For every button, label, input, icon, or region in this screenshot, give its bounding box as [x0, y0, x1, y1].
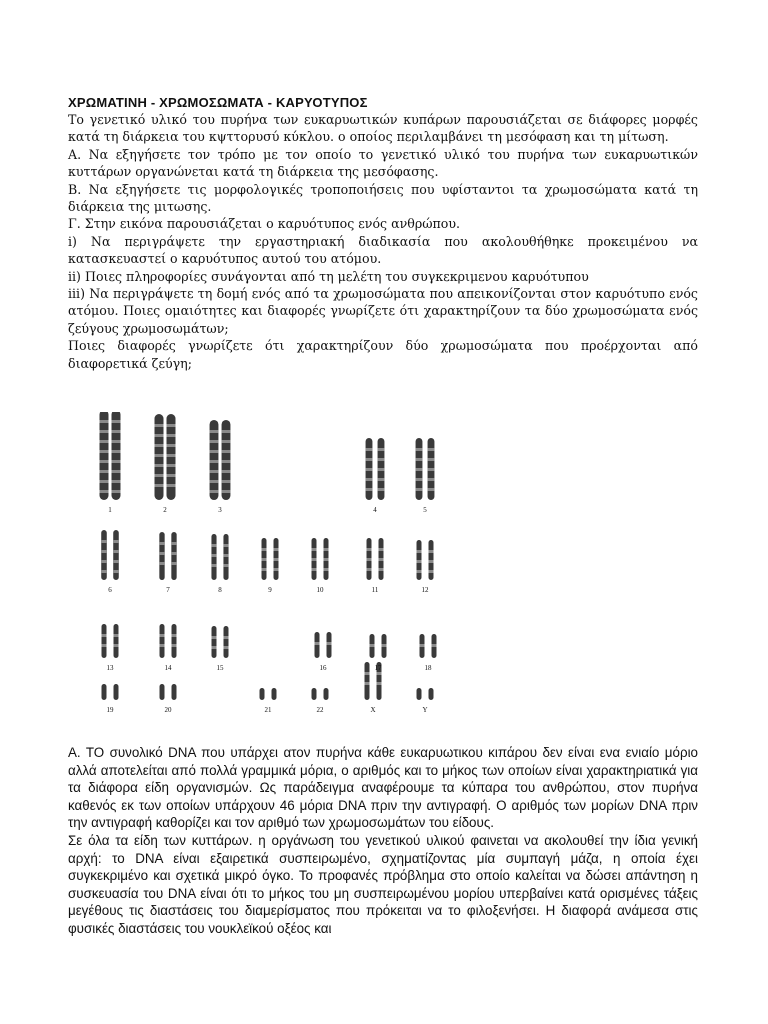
chromosome-band — [416, 458, 423, 461]
question-section — [68, 94, 698, 372]
karyotype-label: Y — [422, 706, 428, 714]
karyotype-label: 17 — [374, 664, 382, 672]
chromosome-band — [223, 554, 228, 557]
chromosome — [102, 624, 107, 658]
chromosome-band — [416, 478, 423, 481]
karyotype-label: 11 — [371, 586, 379, 594]
chromosome-pair-Y — [417, 688, 434, 700]
karyotype-label: 20 — [164, 706, 172, 714]
chromosome-band — [102, 634, 107, 637]
chromosome — [159, 532, 164, 580]
karyotype-label: 14 — [164, 664, 172, 672]
chromosome-pair-16 — [315, 632, 332, 658]
chromosome-band — [222, 430, 231, 433]
chromosome-band — [160, 634, 165, 637]
chromosome-band — [167, 484, 176, 487]
chromosome-pair-5 — [416, 438, 435, 500]
karyotype-label: 9 — [268, 586, 272, 594]
answer-section — [68, 744, 698, 938]
chromosome — [212, 626, 217, 658]
karyotype-label: 1 — [108, 506, 112, 514]
chromosome-band — [100, 470, 109, 473]
chromosome — [417, 688, 422, 700]
chromosome-band — [370, 644, 375, 647]
chromosome-pair-10 — [312, 538, 329, 580]
chromosome-band — [366, 448, 373, 451]
chromosome-band — [224, 636, 229, 639]
chromosome-band — [211, 544, 216, 547]
chromosome-band — [112, 460, 121, 463]
chromosome-band — [155, 434, 164, 437]
chromosome-band — [212, 636, 217, 639]
chromosome-band — [100, 450, 109, 453]
chromosome-band — [211, 554, 216, 557]
question-c-i: i) Να περιγράψετε την εργαστηριακή διαδικασία που ακολουθήθηκε προκειμένου να κατασκευαστεί ο καρυότυπος αυτού του ατόμου. — [68, 233, 698, 267]
chromosome-band — [112, 430, 121, 433]
chromosome-band — [210, 450, 219, 453]
karyotype-label: 3 — [218, 506, 222, 514]
karyotype-label: 21 — [264, 706, 272, 714]
chromosome — [160, 684, 165, 700]
chromosome-pair-18 — [420, 634, 437, 658]
question-b: Β. Να εξηγήσετε τις μορφολογικές τροποποιήσεις που υφίσταντοι τα χρωμοσώματα κατά τη διάρκεια της μιτωσης. — [68, 181, 698, 215]
chromosome-band — [416, 468, 423, 471]
karyotype-label: 10 — [316, 586, 324, 594]
chromosome-band — [100, 430, 109, 433]
chromosome-pair-9 — [262, 538, 279, 580]
page-title: ΧΡΩΜΑΤΙΝΗ - ΧΡΩΜΟΣΩΜΑΤΑ - ΚΑΡΥΟΤΥΠΟΣ — [68, 95, 368, 110]
chromosome-band — [113, 540, 119, 543]
chromosome-band — [262, 558, 267, 561]
chromosome-band — [172, 644, 177, 647]
karyotype-label: 22 — [316, 706, 324, 714]
chromosome-band — [155, 444, 164, 447]
chromosome-pair-15 — [212, 626, 229, 658]
karyotype-figure — [80, 412, 450, 742]
chromosome-band — [379, 548, 384, 551]
chromosome-pair-6 — [101, 530, 119, 580]
question-c-iii: iii) Να περιγράψετε τη δομή ενός από τα χρωμοσώματα που απεικονίζονται στον καρυότυπο ενός ατόμου. Ποιες ομαιότητες και διαφορές γνωρίζετε ότι χαρακτηρίζουν τα δύο χρωμοσώματα ενός ζεύγους χρωμοσωμάτων; — [68, 286, 698, 336]
chromosome — [260, 688, 265, 700]
chromosome-band — [312, 568, 317, 571]
chromosome-band — [159, 552, 164, 555]
chromosome-band — [210, 440, 219, 443]
chromosome-pair-7 — [159, 532, 176, 580]
chromosome-band — [262, 548, 267, 551]
chromosome-band — [428, 468, 435, 471]
chromosome-band — [222, 460, 231, 463]
chromosome-band — [210, 470, 219, 473]
chromosome-band — [210, 490, 219, 493]
chromosome — [112, 412, 121, 500]
answer-a-paragraph: Α. ΤΟ συνολικό DNA που υπάρχει ατον πυρήνα κάθε ευκαρυωτικου κιπάρου δεν είναι ενα ενιαίο μόριο αλλά αποτελείται από πολλά γραμμικά μόρια, ο αριθμός και το μήκος των οποίων είναι χαρακτηριατικά για τα διάφορα είδη οργανισμών. Ως παράδειγμα αναφέρουμε τα κύπαρα του ανθρώπου, στον πυρήνα καθενός εκ των οποίων υπάρχουν 46 μόρια DNA πριν την αντιγραφή. Ο αριθμός των μορίων DNA πριν την αντιγραφή καθορίζει και τον αριθμό των χρωμοσωμάτων του είδους. — [68, 745, 698, 831]
chromosome-pair-11 — [367, 538, 384, 580]
chromosome-band — [167, 424, 176, 427]
chromosome-band — [171, 552, 176, 555]
answer-b-paragraph: Σε όλα τα είδη των κυττάρων. η οργάνωση του γενετικού υλικού φαινεται να ακολουθεί την ίδια γενική αρχή: το DNA είναι εξαιρετικά συσπειρωμένο, σχηματίζοντας μία συμπαγή μάζα, η οποία έχει συγκεκριμένο και σχετικά μικρό όγκο. Το προφανές πρόβλημα στο οποίο καλείται να δώσει απάντηση η συσκευασία του DNA είναι ότι το μήκος του μη συσπειρωμένου μορίου υπερβαίνει κατά ορισμένες τάξεις μεγέθους τις διαστάσεις του διαμερίσματος που πρόκειται να το φιλοξενήσει. Η διαφορά ανάμεσα στις φυσικές διαστάσεις του νουκλεϊκού οξέος και — [68, 832, 698, 936]
chromosome-band — [428, 478, 435, 481]
chromosome-band — [101, 550, 107, 553]
chromosome-band — [172, 634, 177, 637]
chromosome-band — [155, 464, 164, 467]
karyotype-label: 13 — [106, 664, 114, 672]
chromosome-band — [159, 562, 164, 565]
chromosome-band — [378, 488, 385, 491]
chromosome-pair-2 — [155, 414, 176, 500]
chromosome-band — [312, 558, 317, 561]
question-c-ii: ii) Ποιες πληροφορίες συνάγονται από τη μελέτη του συγκεκριμενου καρυότυπου — [68, 268, 589, 284]
chromosome-band — [274, 568, 279, 571]
chromosome-band — [327, 642, 332, 645]
chromosome-band — [420, 644, 425, 647]
chromosome-pair-13 — [102, 624, 119, 658]
chromosome-band — [223, 544, 228, 547]
chromosome-band — [100, 420, 109, 423]
chromosome-band — [113, 570, 119, 573]
chromosome-band — [222, 470, 231, 473]
question-a: Α. Να εξηγήσετε τον τρόπο με τον οποίο το γενετικό υλικό του πυρήνα των ευκαρυωτικών κυττάρων οργανώνεται κατά τη διάρκεια της μεσόφασης. — [68, 146, 698, 180]
chromosome-band — [100, 460, 109, 463]
chromosome-band — [429, 560, 434, 563]
chromosome-band — [101, 540, 107, 543]
chromosome-pair-21 — [260, 688, 277, 700]
chromosome — [429, 688, 434, 700]
chromosome-band — [210, 460, 219, 463]
chromosome-band — [379, 558, 384, 561]
chromosome-band — [100, 480, 109, 483]
chromosome — [172, 684, 177, 700]
chromosome-band — [365, 682, 370, 685]
chromosome-band — [367, 568, 372, 571]
chromosome-band — [416, 448, 423, 451]
karyotype-label: 18 — [424, 664, 432, 672]
chromosome-band — [167, 464, 176, 467]
chromosome-band — [212, 646, 217, 649]
chromosome-pair-14 — [160, 624, 177, 658]
chromosome-band — [210, 480, 219, 483]
chromosome-band — [155, 424, 164, 427]
chromosome-band — [428, 458, 435, 461]
chromosome-band — [222, 440, 231, 443]
chromosome-band — [429, 570, 434, 573]
chromosome-band — [222, 450, 231, 453]
chromosome — [100, 412, 109, 500]
question-c: Γ. Στην εικόνα παρουσιάζεται ο καρυότυπος ενός ανθρώπου. — [68, 216, 461, 232]
chromosome — [171, 532, 176, 580]
chromosome-band — [114, 634, 119, 637]
chromosome-band — [378, 458, 385, 461]
chromosome-band — [211, 564, 216, 567]
chromosome-band — [312, 548, 317, 551]
chromosome-band — [160, 644, 165, 647]
chromosome — [160, 624, 165, 658]
chromosome-band — [112, 450, 121, 453]
question-c-iv: Ποιες διαφορές γνωρίζετε ότι χαρακτηρίζουν δύο χρωμοσώματα που προέρχονται από διαφορετικά ζεύγη; — [68, 338, 698, 371]
chromosome-band — [102, 644, 107, 647]
chromosome-band — [324, 568, 329, 571]
chromosome-band — [378, 448, 385, 451]
chromosome-pair-3 — [210, 420, 231, 500]
chromosome-band — [428, 488, 435, 491]
chromosome — [224, 626, 229, 658]
chromosome-band — [112, 440, 121, 443]
chromosome — [102, 684, 107, 700]
chromosome-band — [416, 488, 423, 491]
karyotype-label: X — [370, 706, 376, 714]
chromosome-band — [167, 454, 176, 457]
chromosome-band — [378, 468, 385, 471]
chromosome-band — [428, 448, 435, 451]
chromosome-band — [324, 548, 329, 551]
chromosome-band — [432, 644, 437, 647]
karyotype-label: 16 — [319, 664, 327, 672]
chromosome-pair-20 — [160, 684, 177, 700]
chromosome-pair-1 — [100, 412, 121, 500]
chromosome-band — [366, 458, 373, 461]
chromosome-band — [377, 682, 382, 685]
chromosome — [114, 624, 119, 658]
chromosome-band — [324, 558, 329, 561]
karyotype-label: 6 — [108, 586, 112, 594]
karyotype-label: 15 — [216, 664, 224, 672]
chromosome-pair-12 — [417, 540, 434, 580]
chromosome-band — [379, 568, 384, 571]
chromosome-band — [112, 480, 121, 483]
chromosome-band — [112, 420, 121, 423]
chromosome-band — [100, 490, 109, 493]
chromosome-band — [365, 672, 370, 675]
chromosome-band — [171, 542, 176, 545]
chromosome-band — [377, 672, 382, 675]
intro-paragraph: Το γενετικό υλικό του πυρήνα των ευκαρυωτικών κυπάρων παρουσιάζεται σε διάφορες μορφές κατά τη διάρκεια του κψττορυσύ κύκλου. ο οποίος περιλαμβάνει τη μεσόφαση και τη μίτωση. — [68, 112, 698, 145]
chromosome-band — [378, 478, 385, 481]
chromosome-band — [417, 570, 422, 573]
chromosome-band — [167, 474, 176, 477]
chromosome-band — [417, 550, 422, 553]
chromosome — [312, 688, 317, 700]
karyotype-label: 8 — [218, 586, 222, 594]
chromosome-band — [101, 560, 107, 563]
chromosome-band — [159, 542, 164, 545]
karyotype-label: 2 — [163, 506, 167, 514]
chromosome-band — [155, 484, 164, 487]
chromosome-band — [101, 570, 107, 573]
chromosome-band — [382, 644, 387, 647]
chromosome-band — [222, 480, 231, 483]
chromosome-band — [171, 562, 176, 565]
chromosome-band — [315, 642, 320, 645]
karyotype-label: 4 — [373, 506, 377, 514]
chromosome-band — [167, 444, 176, 447]
karyotype-label: 12 — [421, 586, 429, 594]
chromosome-band — [112, 490, 121, 493]
chromosome-band — [274, 558, 279, 561]
karyotype-label: 19 — [106, 706, 114, 714]
chromosome-pair-22 — [312, 688, 329, 700]
chromosome-band — [366, 468, 373, 471]
chromosome-band — [367, 558, 372, 561]
chromosome-band — [274, 548, 279, 551]
chromosome-pair-4 — [366, 438, 385, 500]
chromosome — [272, 688, 277, 700]
chromosome-band — [366, 478, 373, 481]
chromosome-pair-19 — [102, 684, 119, 700]
chromosome-band — [366, 488, 373, 491]
chromosome-band — [167, 434, 176, 437]
chromosome-band — [417, 560, 422, 563]
chromosome-band — [155, 474, 164, 477]
chromosome-band — [367, 548, 372, 551]
chromosome-band — [262, 568, 267, 571]
chromosome-band — [113, 550, 119, 553]
karyotype-label: 7 — [166, 586, 170, 594]
chromosome-pair-8 — [211, 534, 228, 580]
chromosome-band — [429, 550, 434, 553]
chromosome — [324, 688, 329, 700]
chromosome-band — [112, 470, 121, 473]
chromosome-band — [210, 430, 219, 433]
chromosome — [365, 662, 370, 700]
chromosome-pair-17 — [370, 634, 387, 658]
chromosome — [172, 624, 177, 658]
chromosome — [114, 684, 119, 700]
chromosome-band — [113, 560, 119, 563]
chromosome-band — [100, 440, 109, 443]
chromosome-band — [224, 646, 229, 649]
chromosome-band — [114, 644, 119, 647]
chromosome-band — [222, 490, 231, 493]
karyotype-label: 5 — [423, 506, 427, 514]
chromosome-band — [155, 454, 164, 457]
chromosome-band — [223, 564, 228, 567]
